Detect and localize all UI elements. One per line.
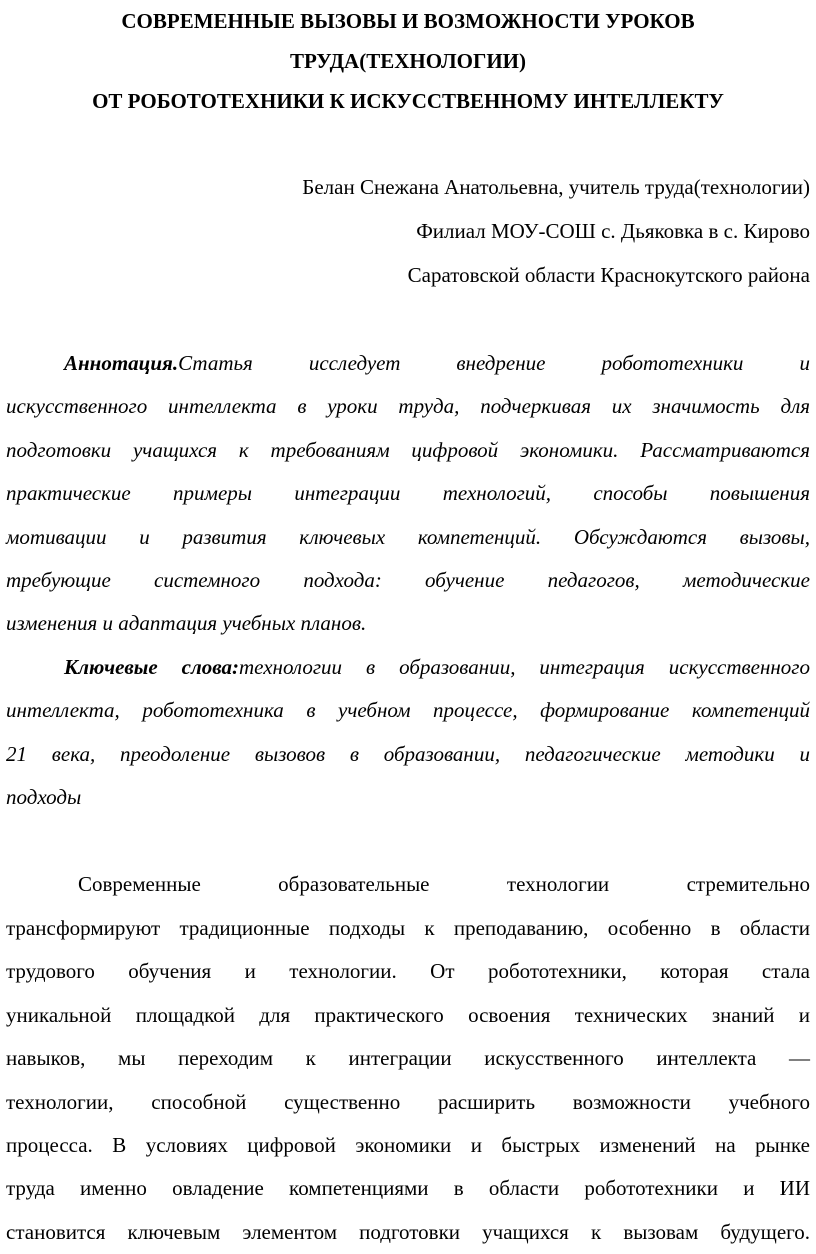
abstract-line-4: практические примеры интеграции технологий, способы повышения <box>6 481 810 506</box>
keywords-line-3: 21 века, преодоление вызовов в образовании, педагогические методики и <box>6 741 810 766</box>
abstract-line-6: требующие системного подхода: обучение педагогов, методические <box>6 568 810 593</box>
abstract-line-3: подготовки учащихся к требованиям цифровой экономики. Рассматриваются <box>6 437 810 462</box>
keywords-line-4: подходы <box>6 785 82 810</box>
body-line-8: труда именно овладение компетенциями в области робототехники и ИИ <box>6 1176 810 1201</box>
keywords-line-2: интеллекта, робототехника в учебном процессе, формирование компетенций <box>6 698 810 723</box>
body-line-4: уникальной площадкой для практического освоения технических знаний и <box>6 1002 810 1027</box>
body-line-2: трансформируют традиционные подходы к преподаванию, особенно в области <box>6 915 810 940</box>
body-line-3: трудового обучения и технологии. От робототехники, которая стала <box>6 959 810 984</box>
keywords-text-1: технологии в образовании, интеграция искусственного <box>239 654 810 679</box>
author-line-3: Саратовской области Краснокутского района <box>407 263 810 287</box>
abstract-line-2: искусственного интеллекта в уроки труда, подчеркивая их значимость для <box>6 394 810 419</box>
keywords-paragraph <box>6 646 810 820</box>
body-line-9: становится ключевым элементом подготовки учащихся к вызовам будущего. <box>6 1219 810 1244</box>
abstract-text-1: Статья исследует внедрение робототехники и <box>178 351 810 375</box>
abstract-label: Аннотация. <box>64 351 179 375</box>
abstract-line-7: изменения и адаптация учебных планов. <box>6 611 367 636</box>
title-line-3: ОТ РОБОТОТЕХНИКИ К ИСКУССТВЕННОМУ ИНТЕЛЛЕКТУ <box>92 89 724 113</box>
abstract-line-5: мотивации и развития ключевых компетенций. Обсуждаются вызовы, <box>6 524 810 549</box>
keywords-line-1 <box>6 646 810 689</box>
title-line-1: СОВРЕМЕННЫЕ ВЫЗОВЫ И ВОЗМОЖНОСТИ УРОКОВ <box>121 9 695 33</box>
abstract-paragraph <box>6 342 810 646</box>
document-page <box>6 0 810 1254</box>
body-line-5: навыков, мы переходим к интеграции искусственного интеллекта — <box>6 1046 810 1071</box>
body-line-6: технологии, способной существенно расширить возможности учебного <box>6 1089 810 1114</box>
author-line-1: Белан Снежана Анатольевна, учитель труда(технологии) <box>302 175 810 199</box>
article-title <box>6 0 810 121</box>
author-block <box>6 165 810 297</box>
author-line-2: Филиал МОУ-СОШ с. Дьяковка в с. Кирово <box>416 219 810 243</box>
body-paragraph <box>6 863 810 1254</box>
body-line-1: Современные образовательные технологии стремительно <box>78 872 810 897</box>
body-line-7: процесса. В условиях цифровой экономики и быстрых изменений на рынке <box>6 1132 810 1157</box>
abstract-line-1 <box>6 342 810 385</box>
title-line-2: ТРУДА(ТЕХНОЛОГИИ) <box>289 49 526 73</box>
keywords-label: Ключевые слова: <box>64 654 239 679</box>
